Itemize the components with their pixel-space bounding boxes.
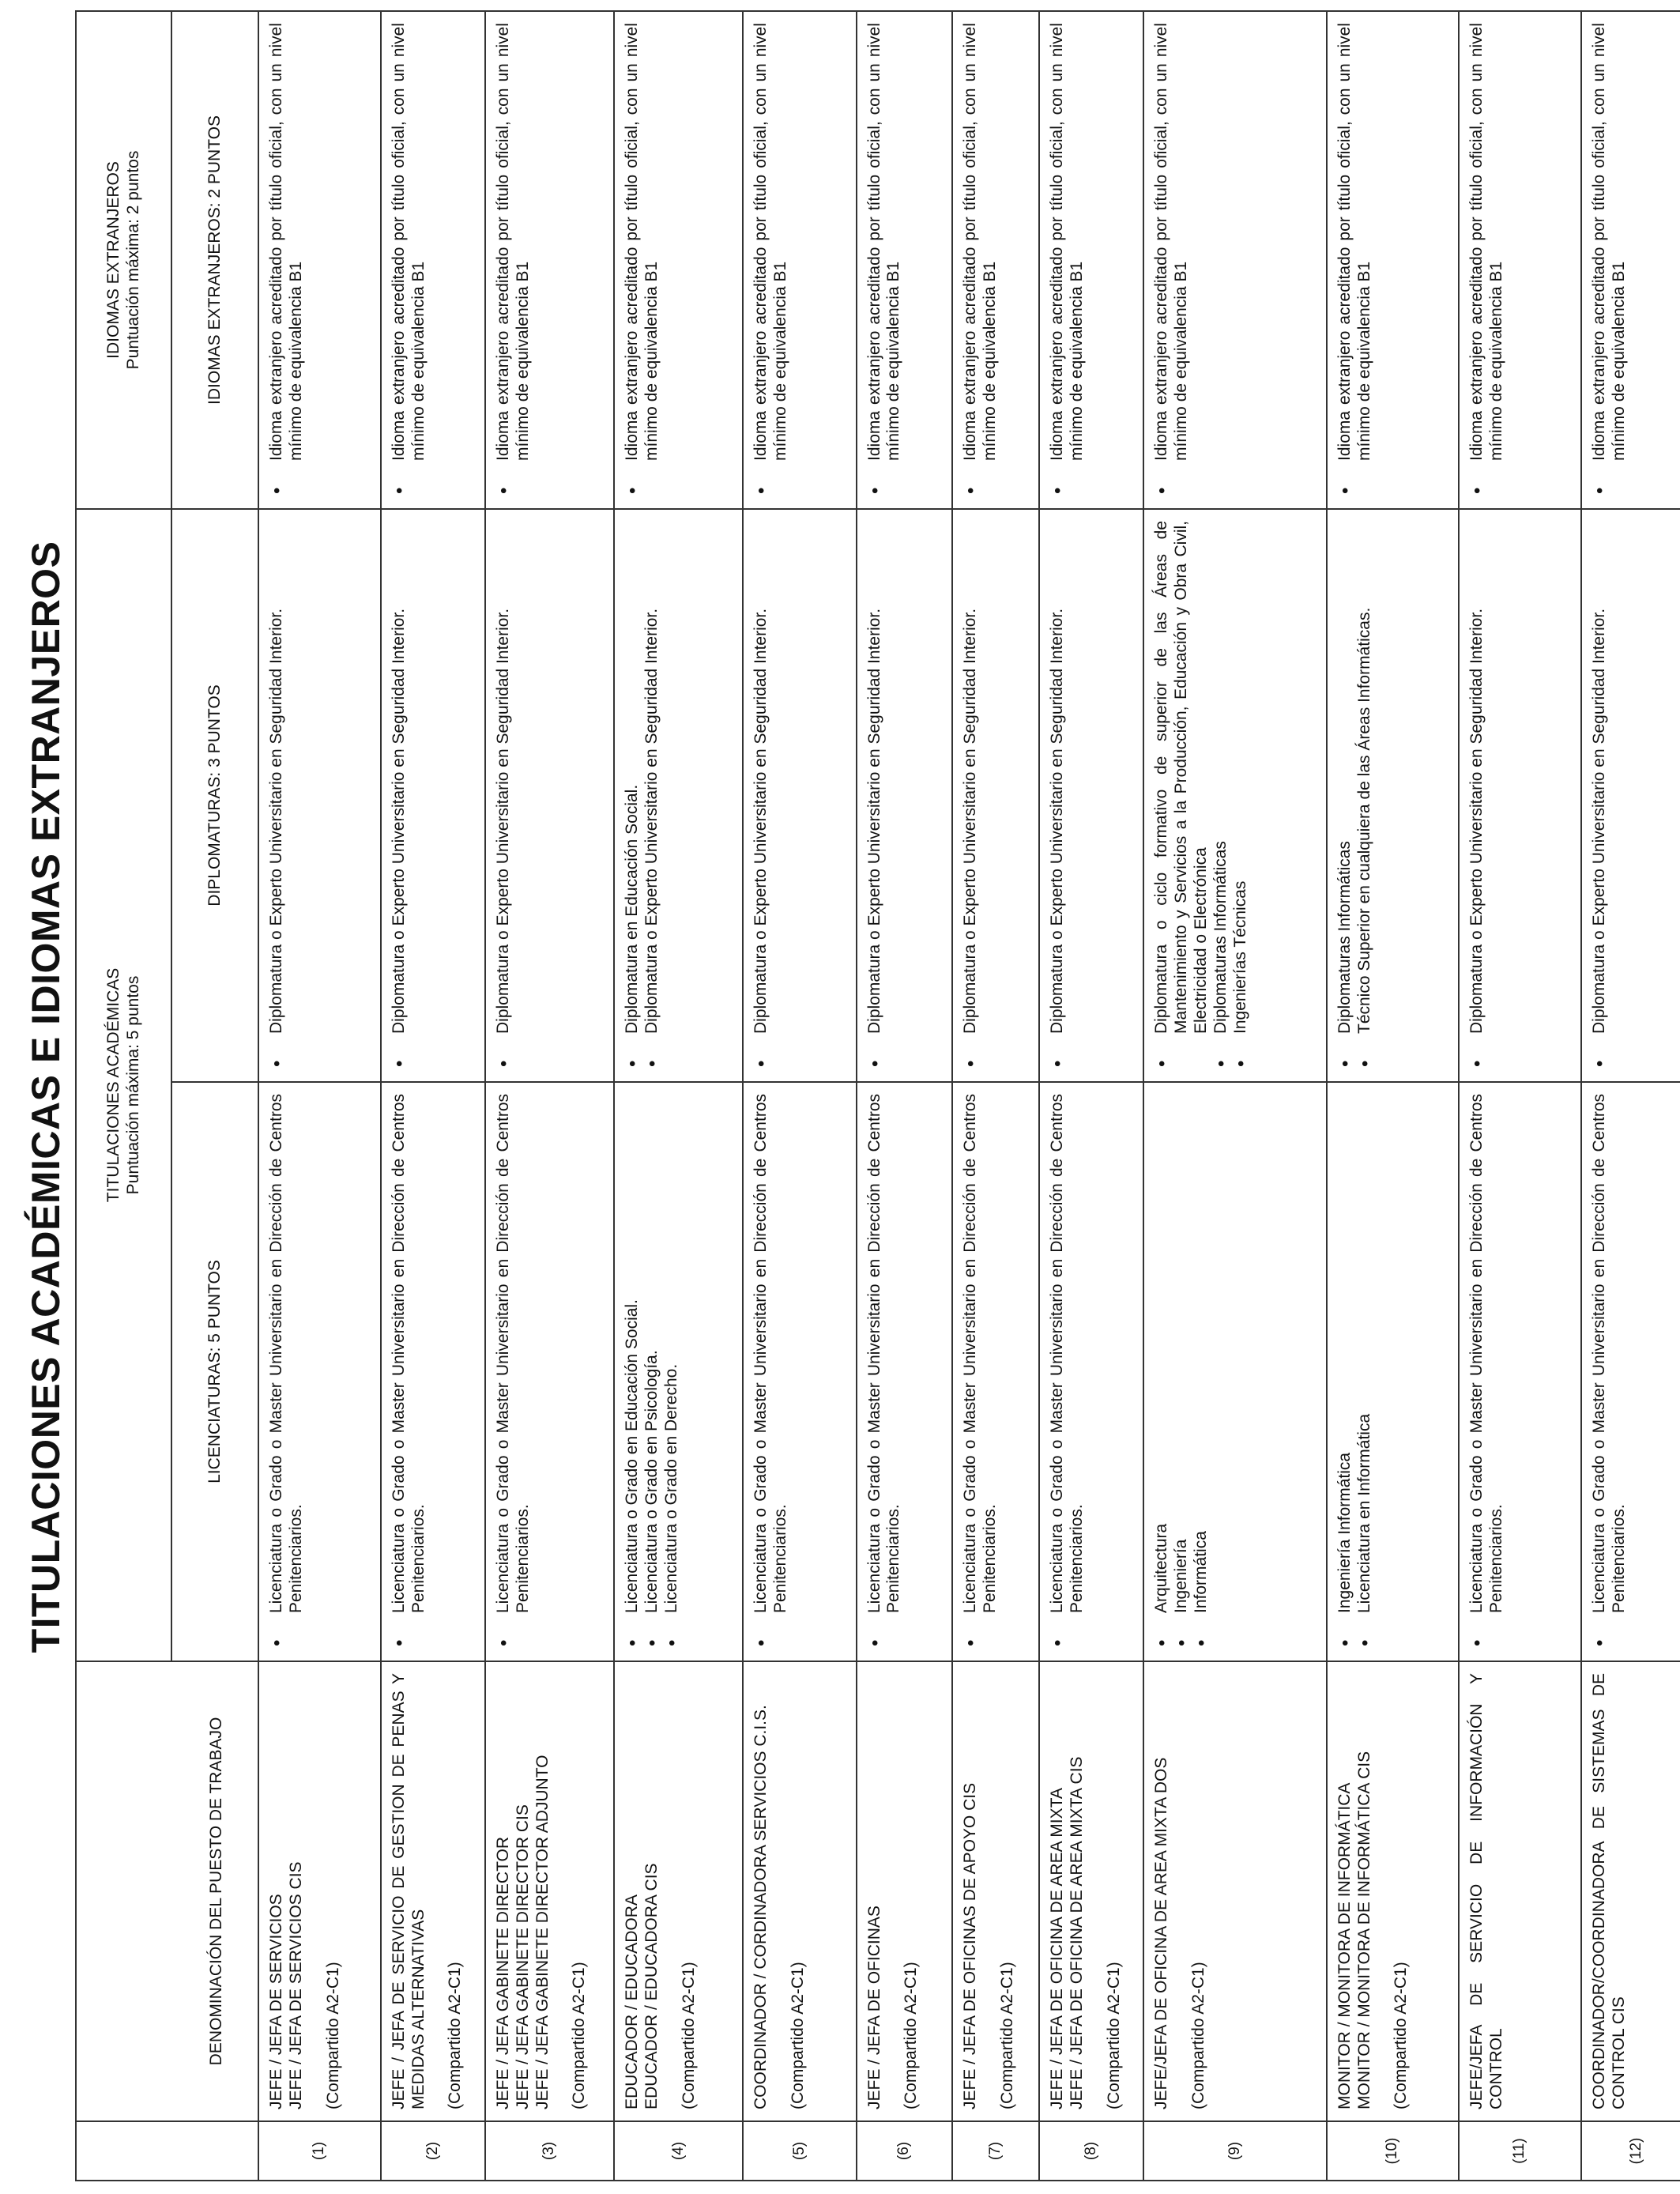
header-idiomas-max: Puntuación máxima: 2 puntos xyxy=(123,150,142,370)
row-number: (8) xyxy=(1039,2121,1143,2181)
licenciaturas-cell-list xyxy=(390,1094,429,1649)
bullet-item: • Licenciatura o Grado o Master Universitario en Dirección de Centros Penitenciarios. xyxy=(1467,1094,1507,1649)
bullet-item: • Diplomaturas Informáticas xyxy=(1335,521,1355,1070)
idiomas-cell-list xyxy=(961,23,1000,497)
diplomaturas-cell-list xyxy=(494,521,514,1070)
puesto-line: JEFE / JEFA DE OFICINA DE AREA MIXTA CIS xyxy=(1067,1756,1086,2109)
bullet-item: • Ingenierías Técnicas xyxy=(1231,521,1251,1070)
table-row xyxy=(614,11,743,2181)
diplomaturas-cell-list xyxy=(751,521,771,1070)
table-row xyxy=(952,11,1039,2181)
row-number: (10) xyxy=(1327,2121,1460,2181)
diplomaturas-cell xyxy=(1039,509,1143,1082)
bullet-item: • Diplomaturas Informáticas xyxy=(1211,521,1231,1070)
idiomas-cell xyxy=(857,11,952,509)
idiomas-cell-list xyxy=(494,23,533,497)
licenciaturas-cell xyxy=(1581,1082,1680,1661)
diplomaturas-cell xyxy=(857,509,952,1082)
idiomas-cell xyxy=(743,11,856,509)
idiomas-cell xyxy=(614,11,743,509)
puesto-line: JEFE / JEFA GABINETE DIRECTOR CIS xyxy=(513,1804,532,2109)
licenciaturas-cell-list xyxy=(267,1094,307,1649)
idiomas-cell-list xyxy=(1590,23,1629,497)
bullet-item: • Diplomatura o Experto Universitario en Seguridad Interior. xyxy=(642,521,662,1070)
table-row xyxy=(1327,11,1460,2181)
bullet-item: • Informática xyxy=(1192,1094,1211,1649)
idiomas-cell-list xyxy=(1152,23,1192,497)
licenciaturas-cell-list xyxy=(865,1094,905,1649)
bullet-item: • Diplomatura o Experto Universitario en Seguridad Interior. xyxy=(865,521,885,1070)
page-title: TITULACIONES ACADÉMICAS E IDIOMAS EXTRANJEROS xyxy=(24,541,68,1653)
row-number: (2) xyxy=(381,2121,485,2181)
row-number: (12) xyxy=(1581,2121,1680,2181)
table-row xyxy=(1459,11,1580,2181)
licenciaturas-cell xyxy=(1143,1082,1326,1661)
puesto-line: MONITOR / MONITORA DE INFORMÁTICA xyxy=(1335,1782,1354,2109)
table-row xyxy=(485,11,614,2181)
bullet-item: • Diplomatura en Educación Social. xyxy=(623,521,642,1070)
table-row xyxy=(381,11,485,2181)
table-row xyxy=(1143,11,1326,2181)
bullet-item: • Idioma extranjero acreditado por título oficial, con un nivel mínimo de equivalencia B1 xyxy=(1152,23,1192,497)
bullet-item: • Idioma extranjero acreditado por título oficial, con un nivel mínimo de equivalencia B1 xyxy=(961,23,1000,497)
idiomas-cell xyxy=(485,11,614,509)
puesto-line: JEFE / JEFA DE OFICINAS xyxy=(864,1906,883,2109)
diplomaturas-cell-list xyxy=(1048,521,1068,1070)
header-idiomas-title: IDIOMAS EXTRANJEROS xyxy=(104,161,122,359)
idiomas-cell xyxy=(1143,11,1326,509)
bullet-item: • Licenciatura o Grado o Master Universitario en Dirección de Centros Penitenciarios. xyxy=(1590,1094,1629,1649)
bullet-item: • Arquitectura xyxy=(1152,1094,1172,1649)
licenciaturas-cell xyxy=(614,1082,743,1661)
compartido-note: (Compartido A2-C1) xyxy=(570,1962,589,2109)
bullet-item: • Licenciatura o Grado en Educación Social. xyxy=(623,1094,642,1649)
puesto-cell xyxy=(1039,1661,1143,2121)
idiomas-cell xyxy=(1039,11,1143,509)
bullet-item: • Diplomatura o Experto Universitario en Seguridad Interior. xyxy=(1467,521,1487,1070)
licenciaturas-cell-list xyxy=(494,1094,533,1649)
header-idiomas-sub: IDIOMAS EXTRANJEROS: 2 PUNTOS xyxy=(171,11,258,509)
row-number: (4) xyxy=(614,2121,743,2181)
puesto-cell xyxy=(1143,1661,1326,2121)
rotated-table-container xyxy=(75,12,1680,2181)
puesto-line: EDUCADOR / EDUCADORA xyxy=(623,1894,642,2109)
licenciaturas-cell-list xyxy=(961,1094,1000,1649)
header-puesto: DENOMINACIÓN DEL PUESTO DE TRABAJO xyxy=(76,1661,258,2121)
idiomas-cell-list xyxy=(267,23,307,497)
bullet-item: • Idioma extranjero acreditado por título oficial, con un nivel mínimo de equivalencia B1 xyxy=(1335,23,1375,497)
puesto-line: JEFE / JEFA DE OFICINAS DE APOYO CIS xyxy=(960,1782,979,2109)
diplomaturas-cell-list xyxy=(623,521,662,1070)
table-row xyxy=(258,11,380,2181)
idiomas-cell-list xyxy=(751,23,791,497)
licenciaturas-cell xyxy=(1459,1082,1580,1661)
puesto-cell xyxy=(1459,1661,1580,2121)
bullet-item: • Idioma extranjero acreditado por título oficial, con un nivel mínimo de equivalencia B1 xyxy=(751,23,791,497)
diplomaturas-cell xyxy=(485,509,614,1082)
puesto-cell xyxy=(1581,1661,1680,2121)
puesto-cell xyxy=(381,1661,485,2121)
bullet-item: • Idioma extranjero acreditado por título oficial, con un nivel mínimo de equivalencia B1 xyxy=(1467,23,1507,497)
bullet-item: • Diplomatura o Experto Universitario en Seguridad Interior. xyxy=(390,521,409,1070)
bullet-item: • Idioma extranjero acreditado por título oficial, con un nivel mínimo de equivalencia B1 xyxy=(1048,23,1087,497)
bullet-item: • Licenciatura o Grado en Derecho. xyxy=(662,1094,682,1649)
idiomas-cell-list xyxy=(865,23,905,497)
bullet-item: • Idioma extranjero acreditado por título oficial, con un nivel mínimo de equivalencia B1 xyxy=(865,23,905,497)
idiomas-cell xyxy=(1459,11,1580,509)
header-num-cell xyxy=(76,2121,258,2181)
diplomaturas-cell xyxy=(952,509,1039,1082)
compartido-note: (Compartido A2-C1) xyxy=(1104,1962,1123,2109)
bullet-item: • Ingeniería Informática xyxy=(1335,1094,1355,1649)
bullet-item: • Diplomatura o Experto Universitario en Seguridad Interior. xyxy=(494,521,514,1070)
bullet-item: • Idioma extranjero acreditado por título oficial, con un nivel mínimo de equivalencia B1 xyxy=(1590,23,1629,497)
licenciaturas-cell-list xyxy=(1590,1094,1629,1649)
bullet-item: • Idioma extranjero acreditado por título oficial, con un nivel mínimo de equivalencia B1 xyxy=(390,23,429,497)
header-titulaciones-title: TITULACIONES ACADÉMICAS xyxy=(104,967,122,1203)
diplomaturas-cell-list xyxy=(1335,521,1375,1070)
idiomas-cell-list xyxy=(1467,23,1507,497)
bullet-item: • Idioma extranjero acreditado por título oficial, con un nivel mínimo de equivalencia B1 xyxy=(267,23,307,497)
diplomaturas-cell xyxy=(614,509,743,1082)
diplomaturas-cell xyxy=(1581,509,1680,1082)
puesto-line: JEFE/JEFA DE OFICINA DE AREA MIXTA DOS xyxy=(1152,1757,1171,2109)
compartido-note: (Compartido A2-C1) xyxy=(324,1962,343,2109)
header-licenciaturas: LICENCIATURAS: 5 PUNTOS xyxy=(171,1082,258,1661)
bullet-item: • Diplomatura o Experto Universitario en Seguridad Interior. xyxy=(1590,521,1610,1070)
licenciaturas-cell xyxy=(1327,1082,1460,1661)
diplomaturas-cell-list xyxy=(1467,521,1487,1070)
compartido-note: (Compartido A2-C1) xyxy=(789,1962,808,2109)
licenciaturas-cell xyxy=(857,1082,952,1661)
licenciaturas-cell-list xyxy=(1467,1094,1507,1649)
compartido-note: (Compartido A2-C1) xyxy=(1392,1962,1411,2109)
bullet-item: • Licenciatura o Grado o Master Universitario en Dirección de Centros Penitenciarios. xyxy=(267,1094,307,1649)
table-row xyxy=(1581,11,1680,2181)
compartido-note: (Compartido A2-C1) xyxy=(902,1962,921,2109)
licenciaturas-cell xyxy=(485,1082,614,1661)
table-row xyxy=(743,11,856,2181)
puesto-line: JEFE / JEFA DE SERVICIOS xyxy=(267,1894,286,2109)
compartido-note: (Compartido A2-C1) xyxy=(446,1962,465,2109)
row-number: (7) xyxy=(952,2121,1039,2181)
licenciaturas-cell xyxy=(952,1082,1039,1661)
idiomas-cell xyxy=(952,11,1039,509)
idiomas-cell-list xyxy=(1335,23,1375,497)
puesto-cell xyxy=(952,1661,1039,2121)
idiomas-cell xyxy=(258,11,380,509)
bullet-item: • Técnico Superior en cualquiera de las Áreas Informáticas. xyxy=(1355,521,1375,1070)
title-strip xyxy=(0,0,76,2194)
idiomas-cell-list xyxy=(623,23,662,497)
idiomas-cell xyxy=(381,11,485,509)
puesto-line: JEFE / JEFA DE SERVICIO DE GESTION DE PENAS Y MEDIDAS ALTERNATIVAS xyxy=(389,1673,428,2109)
diplomaturas-cell-list xyxy=(1590,521,1610,1070)
diplomaturas-cell xyxy=(1327,509,1460,1082)
bullet-item: • Licenciatura o Grado o Master Universitario en Dirección de Centros Penitenciarios. xyxy=(961,1094,1000,1649)
bullet-item: • Diplomatura o ciclo formativo de superior de las Áreas de Mantenimiento y Servicios a la Producción, Educación y Obra Civil, Electricidad o Electrónica xyxy=(1152,521,1211,1070)
licenciaturas-cell xyxy=(381,1082,485,1661)
table-row xyxy=(857,11,952,2181)
puesto-line: JEFE / JEFA DE OFICINA DE AREA MIXTA xyxy=(1048,1788,1067,2109)
diplomaturas-cell xyxy=(258,509,380,1082)
puesto-line: JEFE / JEFA GABINETE DIRECTOR ADJUNTO xyxy=(533,1755,552,2109)
idiomas-cell-list xyxy=(1048,23,1087,497)
header-diplomaturas: DIPLOMATURAS: 3 PUNTOS xyxy=(171,509,258,1082)
bullet-item: • Licenciatura o Grado o Master Universitario en Dirección de Centros Penitenciarios. xyxy=(494,1094,533,1649)
bullet-item: • Licenciatura en Informática xyxy=(1355,1094,1375,1649)
row-number: (6) xyxy=(857,2121,952,2181)
licenciaturas-cell xyxy=(1039,1082,1143,1661)
header-idiomas xyxy=(76,11,171,509)
idiomas-cell-list xyxy=(390,23,429,497)
header-titulaciones-max: Puntuación máxima: 5 puntos xyxy=(123,975,142,1195)
bullet-item: • Idioma extranjero acreditado por título oficial, con un nivel mínimo de equivalencia B1 xyxy=(494,23,533,497)
header-titulaciones xyxy=(76,509,171,1661)
bullet-item: • Diplomatura o Experto Universitario en Seguridad Interior. xyxy=(267,521,287,1070)
puesto-line: JEFE / JEFA DE SERVICIOS CIS xyxy=(287,1861,306,2109)
diplomaturas-cell-list xyxy=(390,521,409,1070)
puesto-cell xyxy=(258,1661,380,2121)
bullet-item: • Diplomatura o Experto Universitario en Seguridad Interior. xyxy=(1048,521,1068,1070)
puesto-line: COORDINADOR/COORDINADORA DE SISTEMAS DE CONTROL CIS xyxy=(1589,1673,1628,2109)
bullet-item: • Licenciatura o Grado o Master Universitario en Dirección de Centros Penitenciarios. xyxy=(751,1094,791,1649)
row-number: (5) xyxy=(743,2121,856,2181)
idiomas-cell xyxy=(1327,11,1460,509)
puesto-cell xyxy=(1327,1661,1460,2121)
diplomaturas-cell-list xyxy=(865,521,885,1070)
licenciaturas-cell-list xyxy=(1048,1094,1087,1649)
diplomaturas-cell xyxy=(1459,509,1580,1082)
row-number: (3) xyxy=(485,2121,614,2181)
puesto-cell xyxy=(743,1661,856,2121)
puesto-line: JEFE/JEFA DE SERVICIO DE INFORMACIÓN Y CONTROL xyxy=(1467,1673,1506,2109)
bullet-item: • Diplomatura o Experto Universitario en Seguridad Interior. xyxy=(751,521,771,1070)
puesto-line: COORDINADOR / CORDINADORA SERVICIOS C.I.S. xyxy=(751,1705,770,2109)
diplomaturas-cell-list xyxy=(1152,521,1250,1070)
compartido-note: (Compartido A2-C1) xyxy=(679,1962,698,2109)
bullet-item: • Diplomatura o Experto Universitario en Seguridad Interior. xyxy=(961,521,981,1070)
idiomas-cell xyxy=(1581,11,1680,509)
bullet-item: • Idioma extranjero acreditado por título oficial, con un nivel mínimo de equivalencia B1 xyxy=(623,23,662,497)
puesto-cell xyxy=(614,1661,743,2121)
licenciaturas-cell-list xyxy=(1335,1094,1375,1649)
compartido-note: (Compartido A2-C1) xyxy=(1189,1962,1208,2109)
licenciaturas-cell-list xyxy=(1152,1094,1211,1649)
bullet-item: • Licenciatura o Grado o Master Universitario en Dirección de Centros Penitenciarios. xyxy=(1048,1094,1087,1649)
licenciaturas-cell xyxy=(743,1082,856,1661)
licenciaturas-cell-list xyxy=(751,1094,791,1649)
row-number: (11) xyxy=(1459,2121,1580,2181)
diplomaturas-cell xyxy=(743,509,856,1082)
puesto-cell xyxy=(485,1661,614,2121)
diplomaturas-cell xyxy=(381,509,485,1082)
row-number: (1) xyxy=(258,2121,380,2181)
bullet-item: • Licenciatura o Grado o Master Universitario en Dirección de Centros Penitenciarios. xyxy=(865,1094,905,1649)
row-number: (9) xyxy=(1143,2121,1326,2181)
table-row xyxy=(1039,11,1143,2181)
compartido-note: (Compartido A2-C1) xyxy=(997,1962,1016,2109)
puesto-line: MONITOR / MONITORA DE INFORMÁTICA CIS xyxy=(1354,1751,1373,2109)
qualifications-table xyxy=(75,10,1680,2181)
licenciaturas-cell-list xyxy=(623,1094,681,1649)
puesto-line: EDUCADOR / EDUCADORA CIS xyxy=(642,1863,661,2109)
bullet-item: • Licenciatura o Grado en Psicología. xyxy=(642,1094,662,1649)
licenciaturas-cell xyxy=(258,1082,380,1661)
bullet-item: • Licenciatura o Grado o Master Universitario en Dirección de Centros Penitenciarios. xyxy=(390,1094,429,1649)
diplomaturas-cell xyxy=(1143,509,1326,1082)
diplomaturas-cell-list xyxy=(267,521,287,1070)
puesto-line: JEFE / JEFA GABINETE DIRECTOR xyxy=(494,1836,513,2109)
diplomaturas-cell-list xyxy=(961,521,981,1070)
bullet-item: • Ingeniería xyxy=(1172,1094,1192,1649)
puesto-cell xyxy=(857,1661,952,2121)
